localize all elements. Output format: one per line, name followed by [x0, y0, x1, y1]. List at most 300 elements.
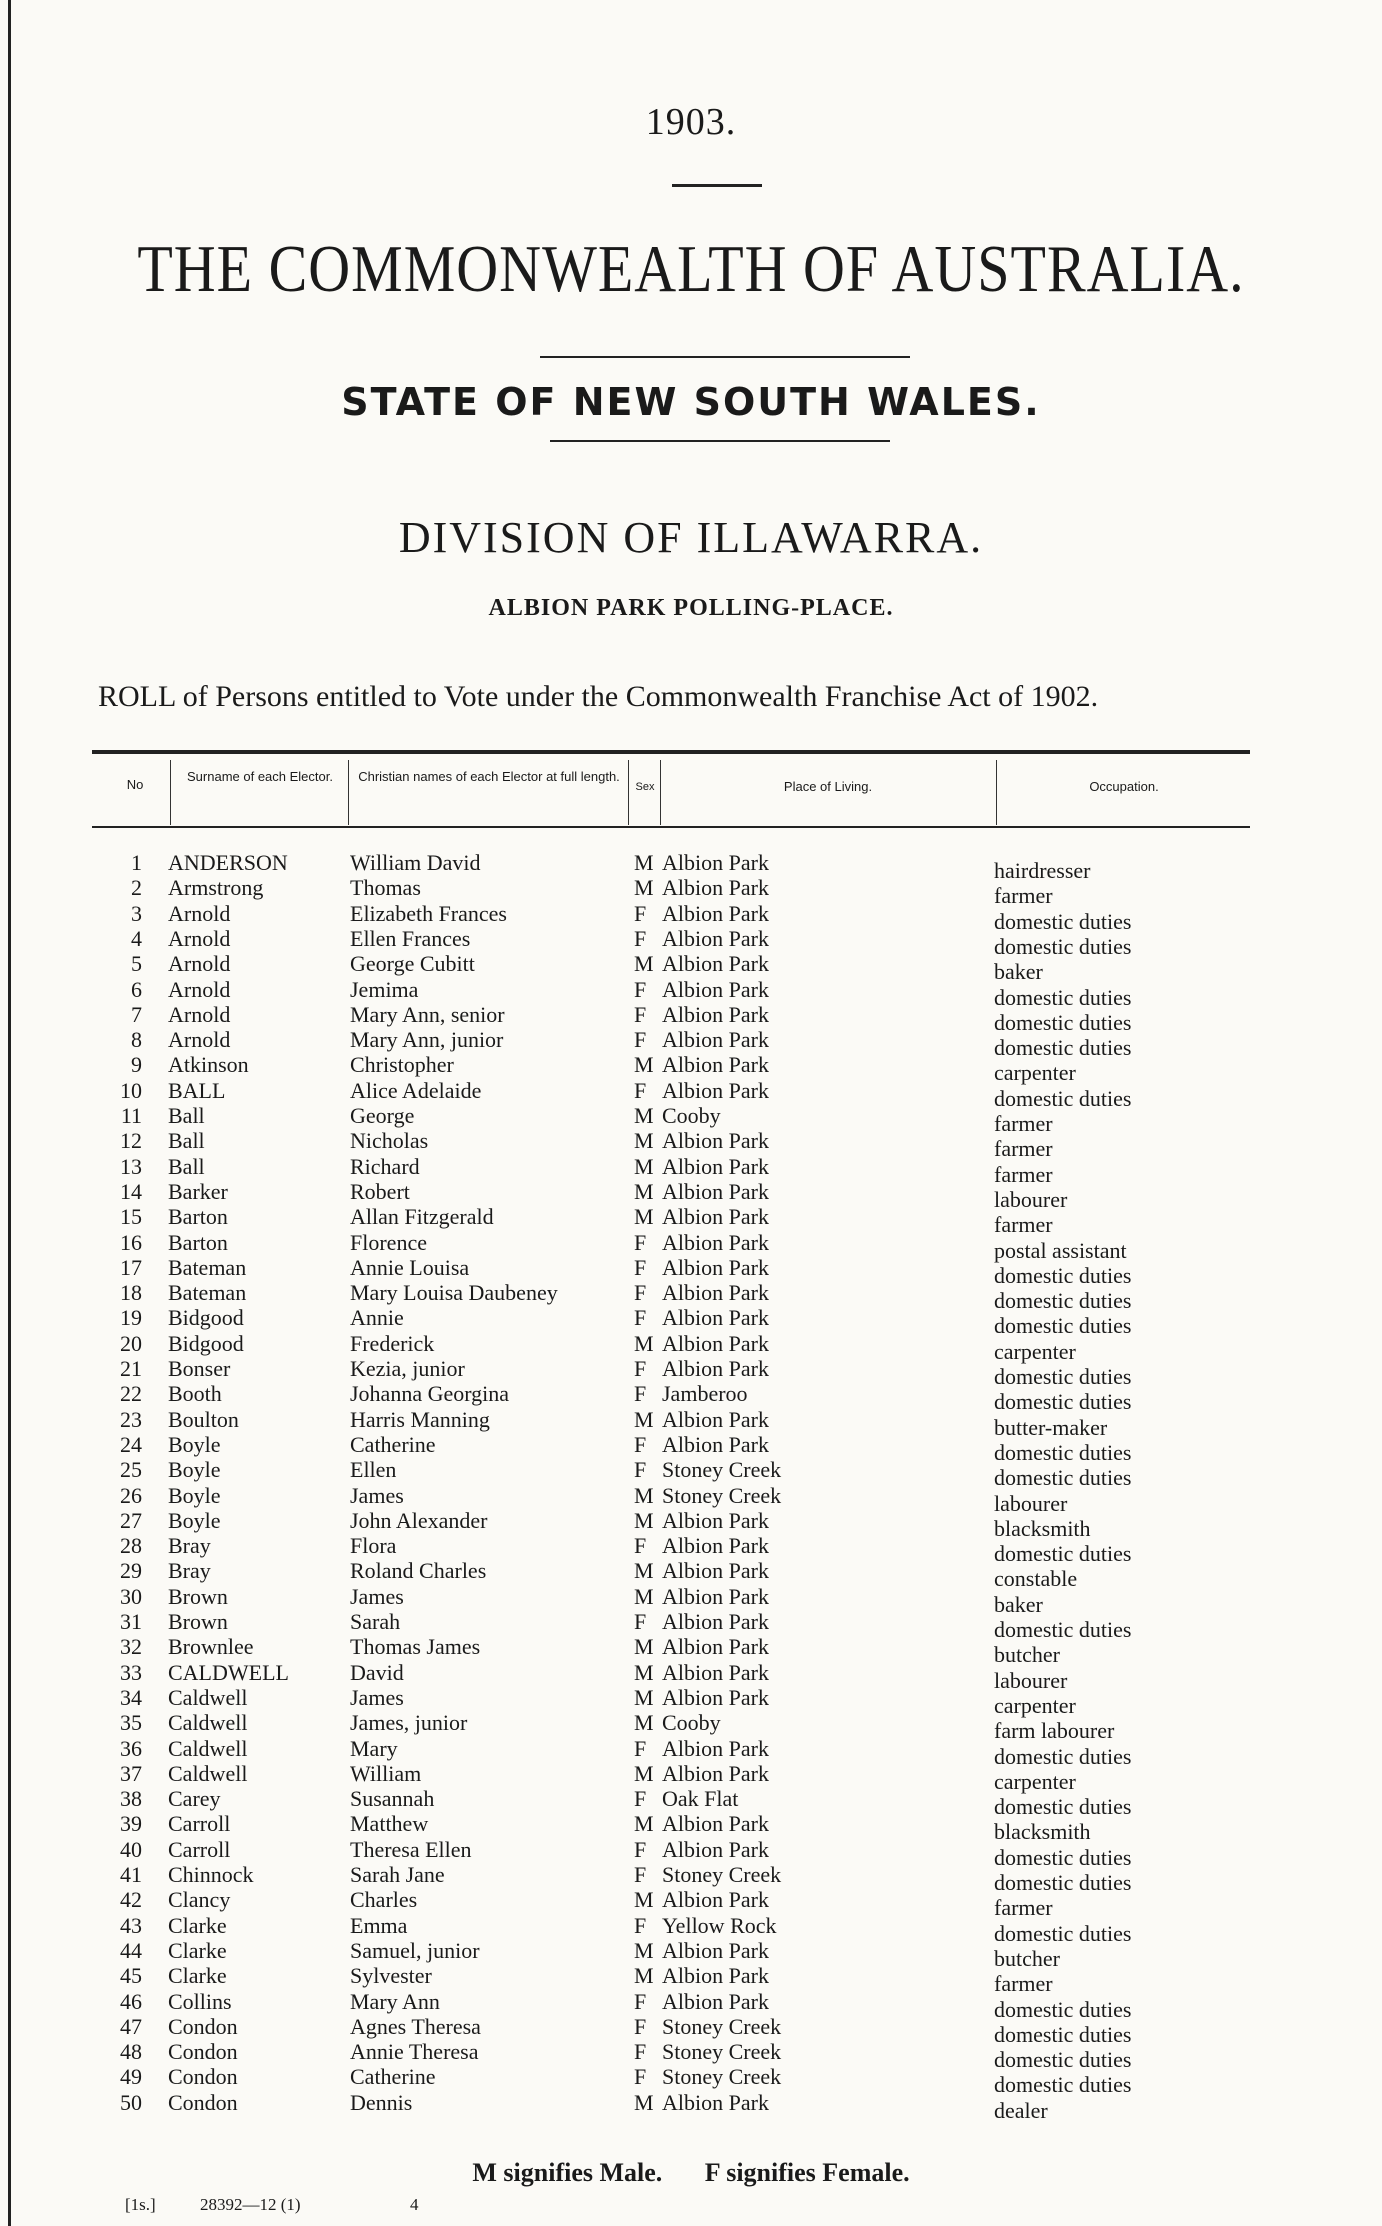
column-header-no: No [126, 777, 144, 792]
elector-row [0, 1988, 1382, 2022]
elector-number: 27 [120, 1507, 142, 1533]
elector-row [0, 1937, 1382, 1971]
elector-number: 5 [131, 951, 142, 977]
elector-place-of-living: Albion Park [662, 1684, 769, 1710]
elector-christian-names: Sarah Jane [350, 1862, 445, 1887]
elector-place-of-living: Stoney Creek [662, 1482, 782, 1508]
column-divider [660, 760, 661, 825]
elector-sex: F [634, 1609, 647, 1634]
elector-number: 24 [120, 1431, 142, 1457]
elector-number: 44 [120, 1937, 142, 1963]
elector-christian-names: Allan Fitzgerald [350, 1204, 494, 1230]
elector-surname: Boyle [168, 1431, 221, 1457]
elector-place-of-living: Albion Park [662, 1305, 769, 1331]
elector-occupation: farmer [994, 1136, 1053, 1162]
elector-christian-names: Frederick [350, 1330, 435, 1356]
elector-christian-names: William [350, 1760, 422, 1786]
elector-row [0, 1710, 1382, 1744]
elector-surname: Condon [168, 2089, 238, 2115]
elector-place-of-living: Albion Park [662, 1609, 769, 1634]
elector-place-of-living: Albion Park [662, 1963, 769, 1989]
elector-occupation: domestic duties [994, 2072, 1132, 2098]
elector-number: 39 [120, 1811, 142, 1837]
elector-place-of-living: Albion Park [662, 1254, 769, 1280]
elector-occupation: domestic duties [994, 1794, 1132, 1820]
elector-surname: Arnold [168, 951, 231, 977]
elector-row [0, 1963, 1382, 1997]
elector-sex: F [634, 1280, 647, 1306]
elector-number: 16 [120, 1229, 142, 1255]
elector-surname: Boyle [168, 1482, 221, 1508]
elector-sex: F [634, 1431, 647, 1457]
elector-number: 34 [120, 1684, 142, 1710]
elector-sex: M [634, 850, 654, 875]
elector-place-of-living: Albion Park [662, 1280, 769, 1306]
elector-row [0, 1659, 1382, 1693]
elector-row [0, 1027, 1382, 1061]
elector-sex: F [634, 2039, 647, 2065]
elector-occupation: labourer [994, 1186, 1068, 1212]
elector-row [0, 1280, 1382, 1314]
elector-occupation: postal assistant [994, 1237, 1127, 1263]
elector-number: 43 [120, 1912, 142, 1938]
elector-occupation: constable [994, 1566, 1078, 1592]
elector-christian-names: Richard [350, 1153, 420, 1179]
elector-christian-names: James, junior [350, 1710, 468, 1736]
elector-number: 14 [120, 1178, 142, 1204]
elector-sex: F [634, 1077, 647, 1103]
elector-row [0, 1077, 1382, 1111]
elector-surname: Booth [168, 1381, 222, 1407]
elector-sex: F [634, 1735, 647, 1761]
elector-occupation: domestic duties [994, 2047, 1132, 2073]
elector-surname: Bray [168, 1558, 211, 1584]
table-top-rule [92, 750, 1250, 754]
elector-row [0, 1609, 1382, 1642]
elector-number: 50 [120, 2089, 142, 2115]
elector-row [0, 2013, 1382, 2047]
elector-occupation: domestic duties [994, 1085, 1132, 1111]
elector-sex: F [634, 1254, 647, 1280]
elector-occupation: farmer [994, 1161, 1053, 1187]
elector-christian-names: Jemima [350, 976, 419, 1002]
elector-number: 3 [131, 900, 142, 926]
elector-sex: M [634, 1507, 654, 1533]
elector-christian-names: Samuel, junior [350, 1937, 480, 1963]
elector-sex: M [634, 1330, 654, 1356]
elector-surname: Brown [168, 1583, 228, 1609]
elector-number: 36 [120, 1735, 142, 1761]
elector-place-of-living: Albion Park [662, 1507, 769, 1533]
elector-place-of-living: Albion Park [662, 1330, 769, 1356]
elector-occupation: domestic duties [994, 1439, 1132, 1465]
column-header-place: Place of Living. [783, 779, 873, 794]
elector-surname: BALL [168, 1077, 226, 1103]
elector-place-of-living: Albion Park [662, 1659, 769, 1685]
elector-surname: Barton [168, 1204, 228, 1230]
elector-number: 18 [120, 1280, 142, 1306]
column-header-occupation: Occupation. [1089, 779, 1159, 794]
roll-year: 1903. [645, 101, 737, 143]
elector-christian-names: Mary [350, 1735, 398, 1761]
elector-place-of-living: Albion Park [662, 1077, 769, 1103]
print-mark: [1s.] [125, 2195, 156, 2214]
elector-place-of-living: Albion Park [662, 1027, 769, 1053]
elector-row [0, 976, 1382, 1010]
elector-surname: Arnold [168, 976, 231, 1002]
elector-place-of-living: Albion Park [662, 1128, 769, 1154]
year-divider [672, 184, 762, 187]
elector-sex: M [634, 1406, 654, 1432]
elector-surname: Condon [168, 2064, 238, 2090]
polling-place-heading: ALBION PARK POLLING-PLACE. [488, 595, 894, 621]
elector-sex: M [634, 1760, 654, 1786]
elector-surname: Boyle [168, 1507, 221, 1533]
elector-sex: M [634, 951, 654, 977]
elector-christian-names: Sarah [350, 1609, 401, 1634]
elector-surname: ANDERSON [168, 850, 288, 875]
elector-occupation: butcher [994, 1642, 1060, 1668]
elector-row [0, 1103, 1382, 1136]
elector-place-of-living: Cooby [662, 1103, 721, 1128]
elector-sex: F [634, 1027, 647, 1053]
elector-place-of-living: Albion Park [662, 875, 769, 901]
elector-christian-names: Johanna Georgina [350, 1381, 510, 1407]
elector-place-of-living: Stoney Creek [662, 2013, 782, 2039]
state-heading: STATE OF NEW SOUTH WALES. [341, 380, 1041, 424]
column-header-sex: Sex [635, 781, 655, 793]
elector-christian-names: Flora [350, 1533, 397, 1559]
elector-number: 9 [131, 1052, 142, 1078]
elector-surname: Caldwell [168, 1710, 248, 1736]
elector-occupation: blacksmith [994, 1515, 1091, 1541]
elector-occupation: carpenter [994, 1692, 1076, 1718]
elector-occupation: domestic duties [994, 2021, 1132, 2047]
elector-surname: Clancy [168, 1887, 231, 1913]
elector-christian-names: John Alexander [350, 1507, 488, 1533]
elector-number: 29 [120, 1558, 142, 1584]
elector-row [0, 1482, 1382, 1516]
table-header-rule [92, 826, 1250, 828]
elector-christian-names: Thomas [350, 875, 421, 901]
elector-surname: Arnold [168, 1027, 231, 1053]
elector-row [0, 1153, 1382, 1187]
elector-sex: F [634, 925, 647, 951]
elector-surname: Bateman [168, 1280, 247, 1306]
elector-row [0, 1558, 1382, 1592]
elector-surname: Bray [168, 1533, 211, 1559]
elector-christian-names: Matthew [350, 1811, 429, 1837]
elector-number: 2 [131, 875, 142, 901]
elector-row [0, 1862, 1382, 1895]
elector-row [0, 1786, 1382, 1820]
elector-number: 8 [131, 1027, 142, 1053]
elector-number: 38 [120, 1786, 142, 1812]
elector-row [0, 2064, 1382, 2098]
division-heading: DIVISION OF ILLAWARRA. [398, 513, 984, 562]
elector-surname: Ball [168, 1103, 205, 1128]
elector-surname: Collins [168, 1988, 232, 2014]
elector-occupation: labourer [994, 1667, 1068, 1693]
page-title: THE COMMONWEALTH OF AUSTRALIA. [137, 231, 1245, 306]
elector-christian-names: Emma [350, 1912, 408, 1938]
elector-occupation: domestic duties [994, 1844, 1132, 1870]
elector-row [0, 1533, 1382, 1567]
elector-occupation: domestic duties [994, 1035, 1132, 1061]
elector-number: 10 [120, 1077, 142, 1103]
elector-row [0, 1356, 1382, 1389]
elector-place-of-living: Albion Park [662, 1229, 769, 1255]
elector-number: 28 [120, 1533, 142, 1559]
elector-surname: Ball [168, 1153, 205, 1179]
elector-surname: Brown [168, 1609, 228, 1634]
column-divider [996, 760, 997, 825]
elector-occupation: farmer [994, 883, 1053, 909]
elector-surname: Carey [168, 1786, 221, 1812]
elector-christian-names: Florence [350, 1229, 427, 1255]
elector-occupation: domestic duties [994, 1009, 1132, 1035]
elector-sex: M [634, 1103, 654, 1128]
elector-sex: F [634, 1836, 647, 1862]
print-code: 28392—12 (1) [200, 2195, 301, 2214]
elector-surname: Boyle [168, 1457, 221, 1483]
elector-row [0, 2039, 1382, 2073]
elector-place-of-living: Albion Park [662, 1760, 769, 1786]
elector-sex: F [634, 1533, 647, 1559]
title-divider [540, 356, 910, 358]
elector-sex: F [634, 2064, 647, 2090]
elector-number: 26 [120, 1482, 142, 1508]
column-divider [170, 760, 171, 825]
elector-surname: Caldwell [168, 1684, 248, 1710]
elector-christian-names: David [350, 1659, 404, 1685]
elector-place-of-living: Albion Park [662, 1356, 769, 1381]
elector-number: 11 [120, 1103, 142, 1128]
elector-surname: Caldwell [168, 1735, 248, 1761]
elector-row [0, 1128, 1382, 1162]
elector-number: 17 [120, 1254, 142, 1280]
elector-christian-names: Kezia, junior [350, 1356, 465, 1381]
elector-sex: M [634, 1634, 654, 1660]
elector-occupation: butter-maker [994, 1414, 1108, 1440]
legend-male: M signifies Male. [472, 2158, 663, 2187]
elector-sex: F [634, 1862, 647, 1887]
elector-sex: F [634, 1001, 647, 1027]
elector-occupation: baker [994, 1591, 1043, 1617]
elector-row [0, 1457, 1382, 1491]
elector-row [0, 875, 1382, 909]
elector-occupation: butcher [994, 1945, 1060, 1971]
elector-number: 31 [120, 1609, 142, 1634]
elector-number: 33 [120, 1659, 142, 1685]
elector-christian-names: Annie Theresa [350, 2039, 479, 2065]
elector-number: 30 [120, 1583, 142, 1609]
elector-occupation: domestic duties [994, 984, 1132, 1010]
elector-sex: M [634, 1710, 654, 1736]
elector-christian-names: James [350, 1482, 404, 1508]
elector-number: 4 [131, 925, 142, 951]
elector-place-of-living: Albion Park [662, 1836, 769, 1862]
elector-christian-names: Mary Ann, junior [350, 1027, 504, 1053]
elector-row [0, 1684, 1382, 1718]
elector-surname: Clarke [168, 1937, 227, 1963]
elector-place-of-living: Albion Park [662, 900, 769, 926]
elector-sex: M [634, 1153, 654, 1179]
elector-number: 20 [120, 1330, 142, 1356]
elector-number: 42 [120, 1887, 142, 1913]
elector-christian-names: George Cubitt [350, 951, 475, 977]
elector-number: 12 [120, 1128, 142, 1154]
elector-row [0, 1204, 1382, 1238]
elector-place-of-living: Jamberoo [662, 1381, 748, 1407]
elector-christian-names: Nicholas [350, 1128, 429, 1154]
elector-place-of-living: Albion Park [662, 1735, 769, 1761]
elector-christian-names: Sylvester [350, 1963, 432, 1989]
elector-surname: CALDWELL [168, 1659, 289, 1685]
elector-surname: Condon [168, 2013, 238, 2039]
elector-sex: F [634, 1457, 647, 1483]
elector-occupation: farmer [994, 1212, 1053, 1238]
elector-surname: Armstrong [168, 875, 264, 901]
elector-number: 48 [120, 2039, 142, 2065]
elector-place-of-living: Albion Park [662, 1001, 769, 1027]
elector-surname: Caldwell [168, 1760, 248, 1786]
elector-surname: Arnold [168, 1001, 231, 1027]
elector-number: 37 [120, 1760, 142, 1786]
elector-place-of-living: Albion Park [662, 925, 769, 951]
column-header-christian: Christian names of each Elector at full length. [358, 769, 620, 784]
elector-place-of-living: Albion Park [662, 850, 769, 875]
elector-place-of-living: Albion Park [662, 1811, 769, 1837]
elector-place-of-living: Albion Park [662, 1178, 769, 1204]
elector-row [0, 1431, 1382, 1465]
elector-row [0, 1836, 1382, 1870]
elector-number: 35 [120, 1710, 142, 1736]
elector-christian-names: Roland Charles [350, 1558, 487, 1584]
elector-row [0, 1634, 1382, 1668]
elector-place-of-living: Albion Park [662, 1988, 769, 2014]
elector-number: 6 [131, 976, 142, 1002]
elector-christian-names: Catherine [350, 2064, 436, 2090]
elector-number: 1 [131, 850, 142, 875]
elector-row [0, 925, 1382, 959]
elector-christian-names: Elizabeth Frances [350, 900, 507, 926]
elector-christian-names: Mary Ann, senior [350, 1001, 505, 1027]
elector-place-of-living: Albion Park [662, 1634, 769, 1660]
elector-sex: M [634, 2089, 654, 2115]
elector-occupation: domestic duties [994, 1617, 1132, 1642]
elector-surname: Bateman [168, 1254, 247, 1280]
elector-occupation: domestic duties [994, 1389, 1132, 1415]
elector-row [0, 1001, 1382, 1035]
elector-christian-names: Annie Louisa [350, 1254, 470, 1280]
elector-christian-names: Ellen Frances [350, 925, 471, 951]
elector-surname: Barton [168, 1229, 228, 1255]
elector-number: 32 [120, 1634, 142, 1660]
elector-sex: F [634, 976, 647, 1002]
elector-sex: M [634, 1887, 654, 1913]
elector-christian-names: Charles [350, 1887, 418, 1913]
elector-occupation: hairdresser [994, 858, 1091, 883]
elector-row [0, 1052, 1382, 1086]
elector-occupation: domestic duties [994, 933, 1132, 959]
elector-surname: Clarke [168, 1912, 227, 1938]
elector-row [0, 1178, 1382, 1212]
elector-occupation: domestic duties [994, 1920, 1132, 1946]
elector-sex: M [634, 1811, 654, 1837]
elector-christian-names: Theresa Ellen [350, 1836, 472, 1862]
elector-occupation: blacksmith [994, 1819, 1091, 1845]
elector-occupation: farmer [994, 1971, 1053, 1997]
elector-row [0, 1735, 1382, 1769]
elector-surname: Chinnock [168, 1862, 254, 1887]
elector-sex: F [634, 1381, 647, 1407]
elector-surname: Clarke [168, 1963, 227, 1989]
elector-place-of-living: Yellow Rock [662, 1912, 777, 1938]
elector-surname: Carroll [168, 1836, 231, 1862]
elector-row [0, 1583, 1382, 1617]
elector-row [0, 1760, 1382, 1794]
elector-row [0, 1330, 1382, 1364]
elector-row [0, 1381, 1382, 1415]
elector-place-of-living: Albion Park [662, 2089, 769, 2115]
elector-occupation: carpenter [994, 1060, 1076, 1086]
elector-surname: Barker [168, 1178, 228, 1204]
elector-place-of-living: Albion Park [662, 951, 769, 977]
elector-surname: Atkinson [168, 1052, 249, 1078]
elector-occupation: domestic duties [994, 1465, 1132, 1491]
column-divider [348, 760, 349, 825]
elector-sex: M [634, 1128, 654, 1154]
elector-surname: Brownlee [168, 1634, 254, 1660]
elector-sex: M [634, 1052, 654, 1078]
elector-place-of-living: Albion Park [662, 1533, 769, 1559]
elector-sex: M [634, 1659, 654, 1685]
elector-number: 25 [120, 1457, 142, 1483]
elector-sex: M [634, 875, 654, 901]
elector-row [0, 2089, 1382, 2123]
elector-row [0, 1811, 1382, 1845]
sex-legend [0, 2158, 1382, 2188]
elector-christian-names: Annie [350, 1305, 404, 1331]
elector-place-of-living: Albion Park [662, 1052, 769, 1078]
elector-occupation: domestic duties [994, 1313, 1132, 1339]
elector-row [0, 1305, 1382, 1339]
elector-sex: M [634, 1178, 654, 1204]
elector-number: 15 [120, 1204, 142, 1230]
page-number: 4 [410, 2195, 419, 2214]
elector-christian-names: William David [350, 850, 481, 875]
elector-row [0, 1912, 1382, 1946]
elector-row [0, 850, 1382, 883]
elector-number: 41 [120, 1862, 142, 1887]
elector-place-of-living: Oak Flat [662, 1786, 739, 1812]
elector-surname: Bidgood [168, 1305, 244, 1331]
elector-christian-names: Catherine [350, 1431, 436, 1457]
legend-female: F signifies Female. [704, 2158, 910, 2187]
roll-title: ROLL of Persons entitled to Vote under the Commonwealth Franchise Act of 1902. [98, 680, 1099, 713]
elector-number: 22 [120, 1381, 142, 1407]
elector-surname: Bidgood [168, 1330, 244, 1356]
elector-christian-names: Mary Ann [350, 1988, 440, 2014]
elector-sex: F [634, 1912, 647, 1938]
elector-christian-names: Robert [350, 1178, 410, 1204]
elector-sex: M [634, 1558, 654, 1584]
elector-occupation: domestic duties [994, 1364, 1132, 1389]
state-divider [550, 440, 890, 442]
elector-row [0, 1229, 1382, 1263]
elector-sex: F [634, 1988, 647, 2014]
